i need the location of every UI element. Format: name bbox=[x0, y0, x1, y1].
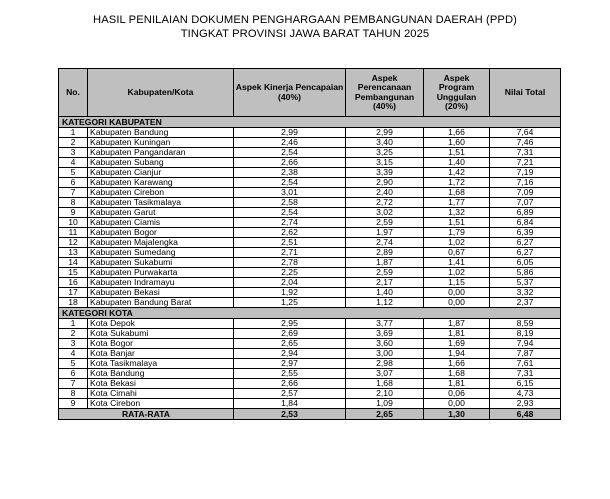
aspect-perencanaan-value: 2,17 bbox=[346, 278, 424, 288]
aspect-perencanaan-value: 1,97 bbox=[346, 228, 424, 238]
total-value: 7,21 bbox=[490, 158, 561, 168]
aspect-perencanaan-value: 2,74 bbox=[346, 238, 424, 248]
table-row bbox=[59, 349, 561, 359]
aspect-perencanaan-value: 2,59 bbox=[346, 268, 424, 278]
aspect-perencanaan-value: 3,77 bbox=[346, 319, 424, 329]
total-value: 7,31 bbox=[490, 369, 561, 379]
aspect-program-value: 1,68 bbox=[424, 369, 490, 379]
aspect-program-value: 1,79 bbox=[424, 228, 490, 238]
aspect-perencanaan-value: 2,72 bbox=[346, 198, 424, 208]
document-title-line2: TINGKAT PROVINSI JAWA BARAT TAHUN 2025 bbox=[180, 28, 430, 40]
region-name: Kabupaten Sumedang bbox=[88, 248, 234, 258]
aspect-kinerja-value: 2,38 bbox=[234, 168, 346, 178]
results-table bbox=[58, 68, 561, 420]
row-number: 12 bbox=[59, 238, 88, 248]
aspect-kinerja-value: 2,66 bbox=[234, 379, 346, 389]
row-number: 7 bbox=[59, 188, 88, 198]
total-value: 6,84 bbox=[490, 218, 561, 228]
row-number: 18 bbox=[59, 298, 88, 308]
aspect-kinerja-value: 2,71 bbox=[234, 248, 346, 258]
table-body bbox=[59, 117, 561, 420]
average-aspect-kinerja: 2,53 bbox=[234, 409, 346, 420]
aspect-perencanaan-value: 3,25 bbox=[346, 148, 424, 158]
header-aspect-perencanaan: Aspek Perencanaan Pembangunan (40%) bbox=[346, 69, 424, 117]
aspect-perencanaan-value: 3,40 bbox=[346, 138, 424, 148]
aspect-program-value: 1,81 bbox=[424, 329, 490, 339]
total-value: 8,59 bbox=[490, 319, 561, 329]
average-row bbox=[59, 409, 561, 420]
row-number: 4 bbox=[59, 158, 88, 168]
aspect-program-value: 0,00 bbox=[424, 399, 490, 409]
table-row bbox=[59, 399, 561, 409]
total-value: 2,37 bbox=[490, 298, 561, 308]
table-row bbox=[59, 359, 561, 369]
category-label: KATEGORI KOTA bbox=[59, 308, 561, 319]
aspect-perencanaan-value: 3,00 bbox=[346, 349, 424, 359]
table-row bbox=[59, 178, 561, 188]
total-value: 7,64 bbox=[490, 128, 561, 138]
aspect-program-value: 1,15 bbox=[424, 278, 490, 288]
table-row bbox=[59, 379, 561, 389]
total-value: 7,16 bbox=[490, 178, 561, 188]
table-row bbox=[59, 158, 561, 168]
region-name: Kabupaten Garut bbox=[88, 208, 234, 218]
total-value: 6,27 bbox=[490, 238, 561, 248]
total-value: 8,19 bbox=[490, 329, 561, 339]
header-total: Nilai Total bbox=[490, 69, 561, 117]
aspect-kinerja-value: 2,97 bbox=[234, 359, 346, 369]
table-row bbox=[59, 278, 561, 288]
row-number: 8 bbox=[59, 198, 88, 208]
table-row bbox=[59, 208, 561, 218]
row-number: 2 bbox=[59, 138, 88, 148]
total-value: 6,27 bbox=[490, 248, 561, 258]
aspect-perencanaan-value: 1,12 bbox=[346, 298, 424, 308]
region-name: Kabupaten Bogor bbox=[88, 228, 234, 238]
table-row bbox=[59, 188, 561, 198]
aspect-program-value: 1,42 bbox=[424, 168, 490, 178]
table-row bbox=[59, 218, 561, 228]
row-number: 5 bbox=[59, 359, 88, 369]
total-value: 7,94 bbox=[490, 339, 561, 349]
aspect-kinerja-value: 2,25 bbox=[234, 268, 346, 278]
total-value: 7,19 bbox=[490, 168, 561, 178]
region-name: Kota Cirebon bbox=[88, 399, 234, 409]
aspect-program-value: 1,87 bbox=[424, 319, 490, 329]
aspect-program-value: 1,60 bbox=[424, 138, 490, 148]
table-row bbox=[59, 148, 561, 158]
aspect-kinerja-value: 2,57 bbox=[234, 389, 346, 399]
region-name: Kabupaten Kuningan bbox=[88, 138, 234, 148]
aspect-perencanaan-value: 2,10 bbox=[346, 389, 424, 399]
aspect-program-value: 1,51 bbox=[424, 148, 490, 158]
total-value: 6,89 bbox=[490, 208, 561, 218]
total-value: 5,37 bbox=[490, 278, 561, 288]
row-number: 6 bbox=[59, 178, 88, 188]
row-number: 3 bbox=[59, 148, 88, 158]
aspect-perencanaan-value: 2,40 bbox=[346, 188, 424, 198]
aspect-program-value: 0,00 bbox=[424, 298, 490, 308]
region-name: Kabupaten Purwakarta bbox=[88, 268, 234, 278]
aspect-kinerja-value: 3,01 bbox=[234, 188, 346, 198]
aspect-kinerja-value: 2,54 bbox=[234, 178, 346, 188]
row-number: 9 bbox=[59, 399, 88, 409]
aspect-kinerja-value: 2,94 bbox=[234, 349, 346, 359]
table-row bbox=[59, 268, 561, 278]
total-value: 6,05 bbox=[490, 258, 561, 268]
aspect-program-value: 1,81 bbox=[424, 379, 490, 389]
row-number: 14 bbox=[59, 258, 88, 268]
aspect-program-value: 1,66 bbox=[424, 128, 490, 138]
region-name: Kabupaten Cianjur bbox=[88, 168, 234, 178]
total-value: 7,09 bbox=[490, 188, 561, 198]
table-row bbox=[59, 238, 561, 248]
aspect-kinerja-value: 2,58 bbox=[234, 198, 346, 208]
total-value: 7,87 bbox=[490, 349, 561, 359]
region-name: Kota Cimahi bbox=[88, 389, 234, 399]
aspect-program-value: 0,06 bbox=[424, 389, 490, 399]
aspect-kinerja-value: 1,25 bbox=[234, 298, 346, 308]
document-title-line1: HASIL PENILAIAN DOKUMEN PENGHARGAAN PEMBANGUNAN DAERAH (PPD) bbox=[93, 14, 517, 26]
aspect-program-value: 1,41 bbox=[424, 258, 490, 268]
row-number: 8 bbox=[59, 389, 88, 399]
row-number: 15 bbox=[59, 268, 88, 278]
row-number: 7 bbox=[59, 379, 88, 389]
table-row bbox=[59, 298, 561, 308]
aspect-perencanaan-value: 2,90 bbox=[346, 178, 424, 188]
region-name: Kabupaten Sukabumi bbox=[88, 258, 234, 268]
category-label: KATEGORI KABUPATEN bbox=[59, 117, 561, 128]
aspect-kinerja-value: 1,92 bbox=[234, 288, 346, 298]
region-name: Kabupaten Majalengka bbox=[88, 238, 234, 248]
aspect-perencanaan-value: 2,99 bbox=[346, 128, 424, 138]
category-row bbox=[59, 117, 561, 128]
region-name: Kabupaten Cirebon bbox=[88, 188, 234, 198]
table-row bbox=[59, 319, 561, 329]
aspect-perencanaan-value: 2,89 bbox=[346, 248, 424, 258]
region-name: Kabupaten Indramayu bbox=[88, 278, 234, 288]
aspect-kinerja-value: 2,99 bbox=[234, 128, 346, 138]
aspect-program-value: 1,66 bbox=[424, 359, 490, 369]
aspect-program-value: 0,00 bbox=[424, 288, 490, 298]
total-value: 2,93 bbox=[490, 399, 561, 409]
region-name: Kabupaten Bekasi bbox=[88, 288, 234, 298]
aspect-perencanaan-value: 1,68 bbox=[346, 379, 424, 389]
average-total: 6,48 bbox=[490, 409, 561, 420]
aspect-program-value: 1,51 bbox=[424, 218, 490, 228]
total-value: 7,31 bbox=[490, 148, 561, 158]
row-number: 9 bbox=[59, 208, 88, 218]
aspect-kinerja-value: 2,62 bbox=[234, 228, 346, 238]
row-number: 6 bbox=[59, 369, 88, 379]
aspect-kinerja-value: 2,54 bbox=[234, 148, 346, 158]
total-value: 5,86 bbox=[490, 268, 561, 278]
aspect-perencanaan-value: 1,87 bbox=[346, 258, 424, 268]
aspect-kinerja-value: 2,51 bbox=[234, 238, 346, 248]
total-value: 6,39 bbox=[490, 228, 561, 238]
aspect-kinerja-value: 2,65 bbox=[234, 339, 346, 349]
aspect-program-value: 1,77 bbox=[424, 198, 490, 208]
aspect-kinerja-value: 2,54 bbox=[234, 208, 346, 218]
table-row bbox=[59, 369, 561, 379]
region-name: Kota Bogor bbox=[88, 339, 234, 349]
average-aspect-perencanaan: 2,65 bbox=[346, 409, 424, 420]
row-number: 2 bbox=[59, 329, 88, 339]
total-value: 7,07 bbox=[490, 198, 561, 208]
aspect-program-value: 1,32 bbox=[424, 208, 490, 218]
header-aspect-kinerja: Aspek Kinerja Pencapaian (40%) bbox=[234, 69, 346, 117]
row-number: 5 bbox=[59, 168, 88, 178]
total-value: 3,32 bbox=[490, 288, 561, 298]
total-value: 7,61 bbox=[490, 359, 561, 369]
header-name: Kabupaten/Kota bbox=[88, 69, 234, 117]
table-row bbox=[59, 138, 561, 148]
table-row bbox=[59, 198, 561, 208]
total-value: 7,46 bbox=[490, 138, 561, 148]
row-number: 1 bbox=[59, 128, 88, 138]
aspect-program-value: 0,67 bbox=[424, 248, 490, 258]
aspect-program-value: 1,68 bbox=[424, 188, 490, 198]
region-name: Kota Bandung bbox=[88, 369, 234, 379]
total-value: 4,73 bbox=[490, 389, 561, 399]
header-aspect-program: Aspek Program Unggulan (20%) bbox=[424, 69, 490, 117]
aspect-kinerja-value: 2,69 bbox=[234, 329, 346, 339]
aspect-program-value: 1,69 bbox=[424, 339, 490, 349]
region-name: Kabupaten Ciamis bbox=[88, 218, 234, 228]
aspect-program-value: 1,40 bbox=[424, 158, 490, 168]
table-row bbox=[59, 168, 561, 178]
region-name: Kota Bekasi bbox=[88, 379, 234, 389]
row-number: 3 bbox=[59, 339, 88, 349]
row-number: 4 bbox=[59, 349, 88, 359]
aspect-perencanaan-value: 3,39 bbox=[346, 168, 424, 178]
region-name: Kabupaten Subang bbox=[88, 158, 234, 168]
aspect-perencanaan-value: 2,98 bbox=[346, 359, 424, 369]
aspect-kinerja-value: 2,04 bbox=[234, 278, 346, 288]
aspect-kinerja-value: 2,74 bbox=[234, 218, 346, 228]
region-name: Kabupaten Bandung bbox=[88, 128, 234, 138]
row-number: 16 bbox=[59, 278, 88, 288]
aspect-program-value: 1,02 bbox=[424, 268, 490, 278]
region-name: Kota Sukabumi bbox=[88, 329, 234, 339]
aspect-perencanaan-value: 2,59 bbox=[346, 218, 424, 228]
table-row bbox=[59, 329, 561, 339]
aspect-perencanaan-value: 3,60 bbox=[346, 339, 424, 349]
table-row bbox=[59, 288, 561, 298]
table-row bbox=[59, 228, 561, 238]
aspect-program-value: 1,02 bbox=[424, 238, 490, 248]
aspect-kinerja-value: 1,84 bbox=[234, 399, 346, 409]
aspect-kinerja-value: 2,95 bbox=[234, 319, 346, 329]
row-number: 17 bbox=[59, 288, 88, 298]
region-name: Kota Depok bbox=[88, 319, 234, 329]
average-label: RATA-RATA bbox=[59, 409, 234, 420]
row-number: 10 bbox=[59, 218, 88, 228]
average-aspect-program: 1,30 bbox=[424, 409, 490, 420]
region-name: Kota Banjar bbox=[88, 349, 234, 359]
table-header-row bbox=[59, 69, 561, 117]
header-no: No. bbox=[59, 69, 88, 117]
aspect-program-value: 1,72 bbox=[424, 178, 490, 188]
table-row bbox=[59, 128, 561, 138]
category-row bbox=[59, 308, 561, 319]
table-row bbox=[59, 258, 561, 268]
total-value: 6,15 bbox=[490, 379, 561, 389]
aspect-perencanaan-value: 1,40 bbox=[346, 288, 424, 298]
table-row bbox=[59, 389, 561, 399]
row-number: 13 bbox=[59, 248, 88, 258]
aspect-perencanaan-value: 3,02 bbox=[346, 208, 424, 218]
aspect-perencanaan-value: 3,69 bbox=[346, 329, 424, 339]
region-name: Kota Tasikmalaya bbox=[88, 359, 234, 369]
aspect-perencanaan-value: 3,07 bbox=[346, 369, 424, 379]
aspect-kinerja-value: 2,66 bbox=[234, 158, 346, 168]
aspect-kinerja-value: 2,55 bbox=[234, 369, 346, 379]
aspect-perencanaan-value: 1,09 bbox=[346, 399, 424, 409]
aspect-perencanaan-value: 3,15 bbox=[346, 158, 424, 168]
aspect-kinerja-value: 2,46 bbox=[234, 138, 346, 148]
table-row bbox=[59, 339, 561, 349]
row-number: 11 bbox=[59, 228, 88, 238]
region-name: Kabupaten Bandung Barat bbox=[88, 298, 234, 308]
table-row bbox=[59, 248, 561, 258]
row-number: 1 bbox=[59, 319, 88, 329]
aspect-program-value: 1,94 bbox=[424, 349, 490, 359]
region-name: Kabupaten Tasikmalaya bbox=[88, 198, 234, 208]
region-name: Kabupaten Pangandaran bbox=[88, 148, 234, 158]
aspect-kinerja-value: 2,78 bbox=[234, 258, 346, 268]
region-name: Kabupaten Karawang bbox=[88, 178, 234, 188]
